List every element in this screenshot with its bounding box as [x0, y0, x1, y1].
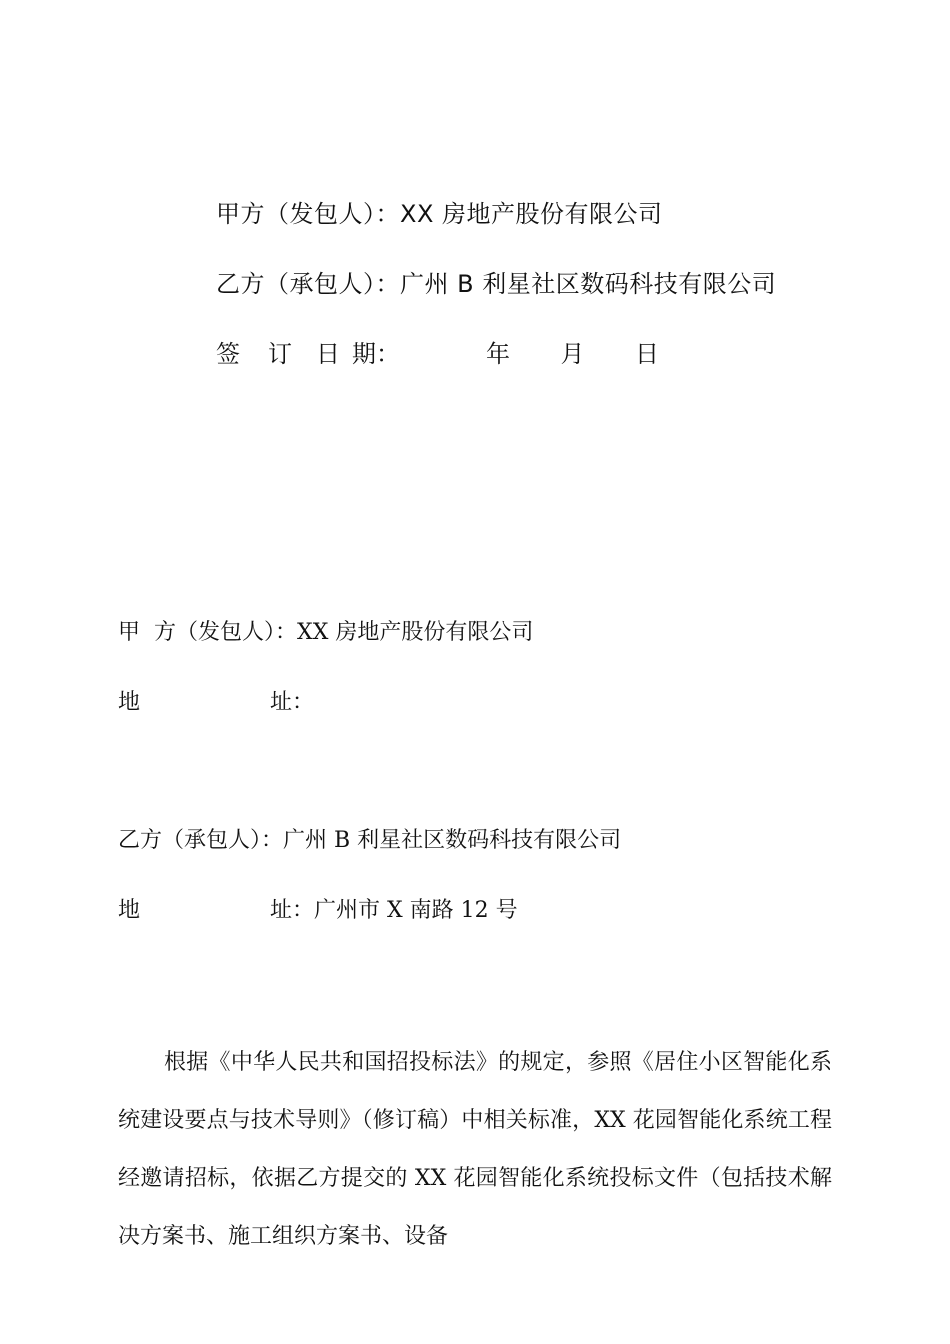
cover-party-a: 甲方（发包人）：XX 房地产股份有限公司	[216, 200, 663, 228]
party-a-name: XX 房地产股份有限公司	[297, 620, 534, 645]
sign-date-char: 日	[316, 340, 340, 368]
contract-preamble-paragraph: 根据《中华人民共和国招投标法》的规定，参照《居住小区智能化系统建设要点与技术导则》（修订稿）中相关标准，XX 花园智能化系统工程经邀请招标，依据乙方提交的 XX 花园智能化系统投标文件（包括技术解决方案书、施工组织方案书、设备	[118, 1050, 832, 1249]
sign-date-char: ：	[376, 340, 400, 368]
party-b-address: 广州市 X 南路 12 号	[314, 898, 518, 923]
sign-date-char: 订	[268, 340, 292, 368]
party-b-address-label-1: 地	[118, 898, 141, 923]
sign-date-char: 期	[352, 340, 376, 368]
party-a-address-label-1: 地	[118, 690, 141, 715]
party-a-address-label-2: 址：	[270, 690, 315, 715]
party-b-address-line	[118, 896, 518, 926]
party-a-label-first: 甲	[118, 620, 141, 645]
party-a-label-rest: 方（发包人）：	[154, 620, 298, 645]
party-a-address-line	[118, 688, 314, 718]
sign-date-month: 月	[560, 340, 585, 368]
cover-sign-date	[216, 338, 660, 370]
party-b-label: 乙方（承包人）：	[118, 828, 284, 853]
party-b-line	[118, 826, 621, 856]
sign-date-char: 签	[216, 340, 240, 368]
party-a-line	[118, 618, 533, 648]
sign-date-label	[216, 338, 400, 370]
party-b-name: 广州 B 利星社区数码科技有限公司	[283, 828, 622, 853]
sign-date-day: 日	[635, 340, 660, 368]
sign-date-year: 年	[486, 340, 511, 368]
cover-party-b: 乙方（承包人）：广州 B 利星社区数码科技有限公司	[216, 270, 777, 298]
party-b-address-label-2: 址：	[270, 898, 315, 923]
